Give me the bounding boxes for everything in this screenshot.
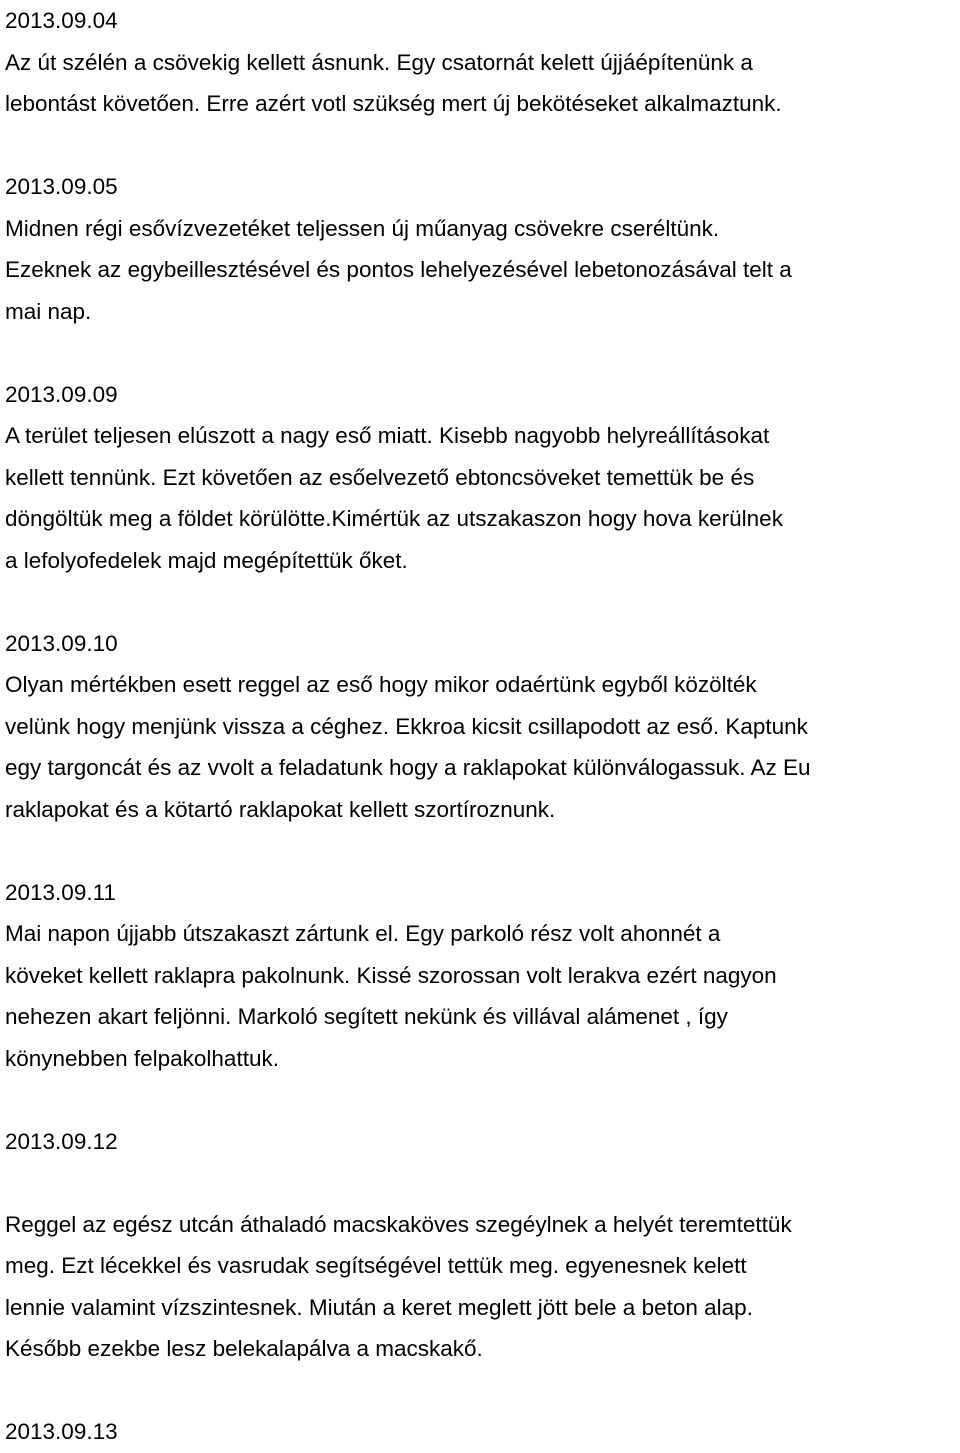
entry-text-line: köveket kellett raklapra pakolnunk. Kissé szorossan volt lerakva ezért nagyon <box>5 962 777 988</box>
paragraph-gap <box>5 1162 955 1204</box>
entry-text-line: könynebben felpakolhattuk. <box>5 1045 279 1071</box>
entry-text-line: lennie valamint vízszintesnek. Miután a keret meglett jött bele a beton alap. <box>5 1294 753 1320</box>
entry-text-line: a lefolyofedelek majd megépítettük őket. <box>5 547 408 573</box>
paragraph-gap <box>5 1079 955 1121</box>
entry-date: 2013.09.04 <box>5 8 118 33</box>
paragraph-gap <box>5 125 955 167</box>
entry-text-line: A terület teljesen elúszott a nagy eső miatt. Kisebb nagyobb helyreállításokat <box>5 423 770 448</box>
entry-text-line: nehezen akart feljönni. Markoló segített nekünk és villával alámenet , így <box>5 1004 728 1029</box>
entry-text-line: meg. Ezt lécekkel és vasrudak segítségével tettük meg. egyenesnek kelett <box>5 1253 747 1278</box>
entry-text-line: döngöltük meg a földet körülötte.Kimértük az utszakaszon hogy hova kerülnek <box>5 506 783 531</box>
entry-date: 2013.09.12 <box>5 1128 118 1154</box>
paragraph-gap <box>5 581 955 623</box>
entry-text-line: mai nap. <box>5 298 92 324</box>
entry-text-line: Az út szélén a csövekig kellett ásnunk. Egy csatornát kelett újjáépítenünk a <box>5 49 753 75</box>
diary-entry <box>5 872 955 1080</box>
entry-text-line: Reggel az egész utcán áthaladó macskaköves szegéylnek a helyét teremtettük <box>5 1211 792 1237</box>
entry-date: 2013.09.13 <box>5 1419 118 1444</box>
paragraph-gap <box>5 332 955 374</box>
diary-entry <box>5 374 955 582</box>
entry-text-line: Olyan mértékben esett reggel az eső hogy mikor odaértünk egyből közölték <box>5 672 757 697</box>
entry-date: 2013.09.10 <box>5 630 118 656</box>
paragraph-gap <box>5 1370 955 1412</box>
entry-text-line: egy targoncát és az vvolt a feladatunk hogy a raklapokat különválogassuk. Az Eu <box>5 755 811 780</box>
diary-entry <box>5 1411 955 1453</box>
entry-date: 2013.09.11 <box>5 879 116 905</box>
entry-text-line: Ezeknek az egybeillesztésével és pontos lehelyezésével lebetonozásával telt a <box>5 257 792 282</box>
entry-text-line: kellett tennünk. Ezt követően az esőelvezető ebtoncsöveket temettük be és <box>5 464 755 490</box>
diary-entry <box>5 0 955 125</box>
entry-text-line: Később ezekbe lesz belekalapálva a macskakő. <box>5 1336 483 1361</box>
entry-text-line: raklapokat és a kötartó raklapokat kellett szortíroznunk. <box>5 796 556 822</box>
document-body <box>5 0 955 1453</box>
entry-date: 2013.09.05 <box>5 174 118 199</box>
entry-text-line: Midnen régi esővízvezetéket teljessen új műanyag csövekre cseréltünk. <box>5 215 720 241</box>
paragraph-gap <box>5 830 955 872</box>
entry-text-line: lebontást követően. Erre azért votl szükség mert új bekötéseket alkalmaztunk. <box>5 91 782 116</box>
entry-text-line: velünk hogy menjünk vissza a céghez. Ekkroa kicsit csillapodott az eső. Kaptunk <box>5 713 808 739</box>
entry-date: 2013.09.09 <box>5 381 118 407</box>
diary-entry <box>5 623 955 831</box>
diary-entry <box>5 1121 955 1370</box>
diary-entry <box>5 166 955 332</box>
entry-text-line: Mai napon újjabb útszakaszt zártunk el. Egy parkoló rész volt ahonnét a <box>5 921 721 946</box>
